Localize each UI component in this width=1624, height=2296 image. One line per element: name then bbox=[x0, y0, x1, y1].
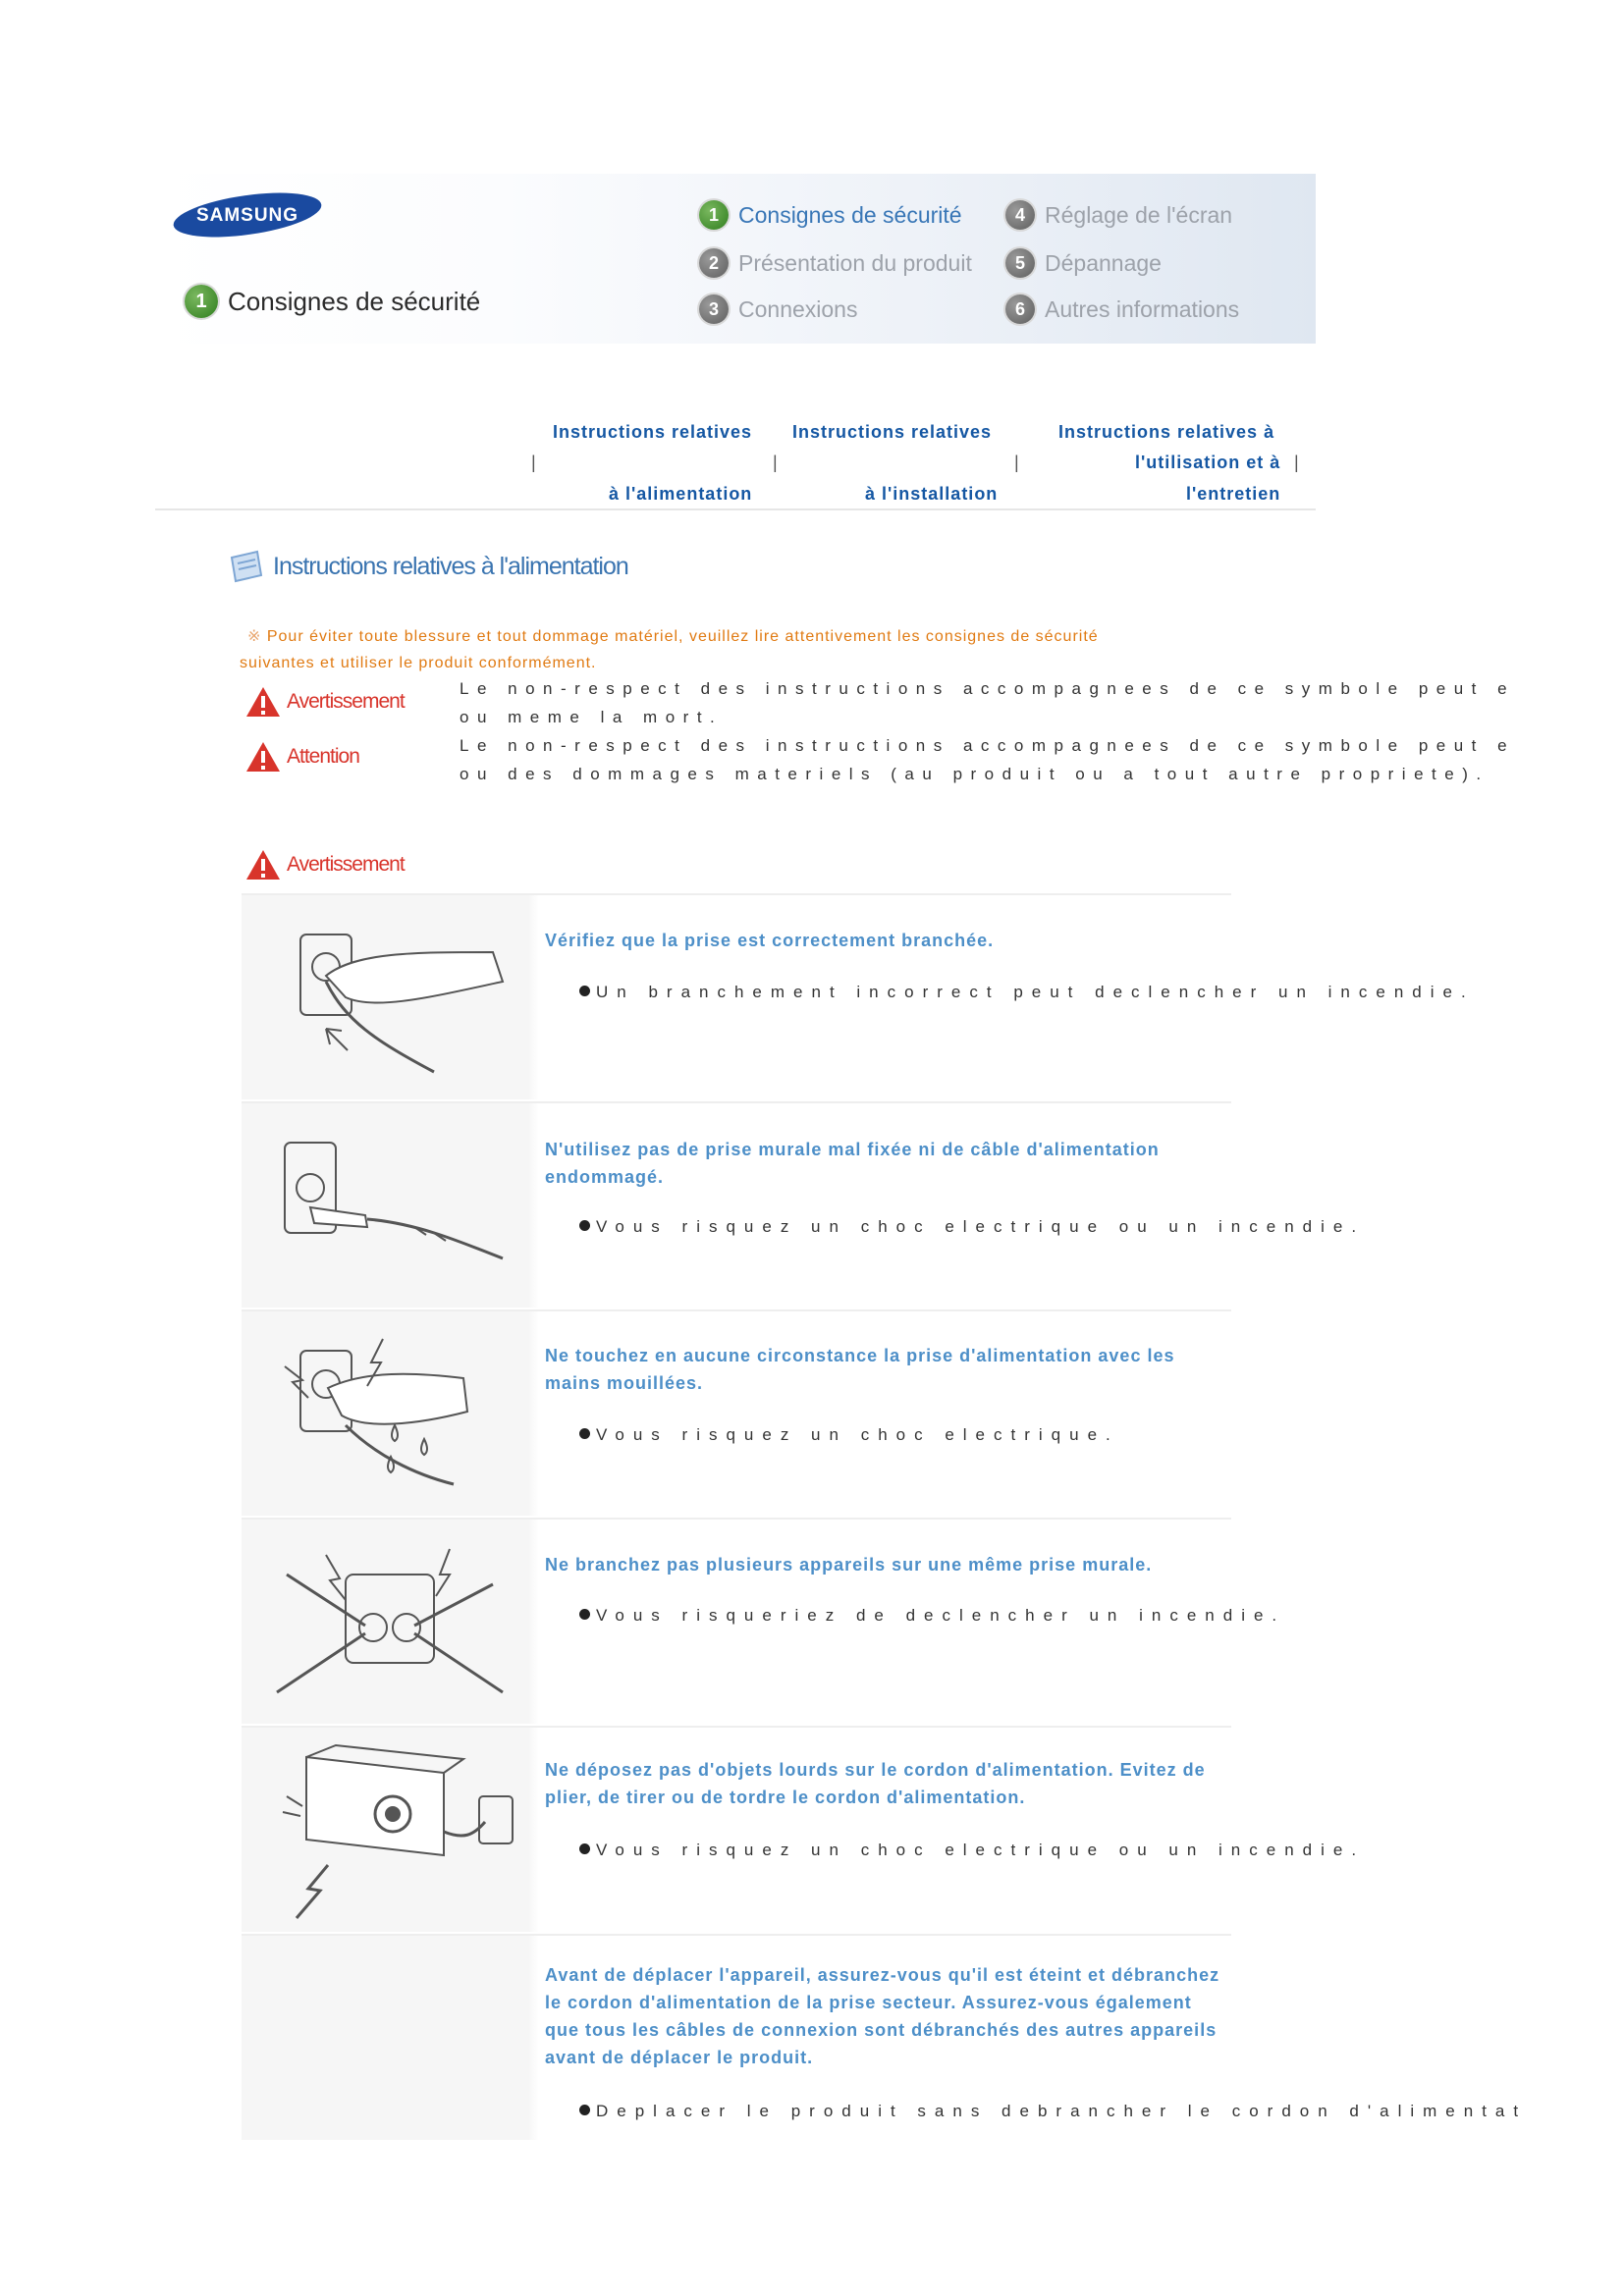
item-bullet: Vous risqueriez de declencher un incendie. bbox=[579, 1606, 1285, 1626]
intro-line2: suivantes et utiliser le produit conformément. bbox=[240, 655, 597, 671]
menu-item-presentation[interactable]: 2 Présentation du produit bbox=[699, 248, 972, 278]
bullet-icon bbox=[579, 1220, 590, 1231]
menu-number-icon: 3 bbox=[699, 294, 729, 324]
loose-socket-illustration bbox=[257, 1121, 522, 1288]
menu-item-consignes[interactable]: 1 Consignes de sécurité bbox=[699, 200, 962, 230]
tab-separator: | bbox=[1014, 453, 1019, 472]
bullet-icon bbox=[579, 1428, 590, 1439]
menu-item-depannage[interactable]: 5 Dépannage bbox=[1005, 248, 1162, 278]
warning-triangle-icon bbox=[245, 848, 281, 881]
item-bullet: Un branchement incorrect peut declencher un incendie. bbox=[579, 983, 1475, 1002]
legend-caution: Attention bbox=[245, 740, 359, 774]
section-title bbox=[228, 550, 628, 583]
legend-caution-text-2: ou des dommages materiels (au produit ou a tout autre propriete). bbox=[460, 765, 1489, 783]
item-title: Ne branchez pas plusieurs appareils sur une même prise murale. bbox=[545, 1555, 1153, 1575]
caution-triangle-icon bbox=[245, 740, 281, 774]
bullet-icon bbox=[579, 1609, 590, 1620]
item-bullet: Vous risquez un choc electrique ou un incendie. bbox=[579, 1217, 1365, 1237]
item-bullet: Deplacer le produit sans debrancher le cordon d'alimentat bbox=[579, 2102, 1527, 2121]
tab-alimentation-line1[interactable]: Instructions relatives bbox=[553, 422, 753, 442]
section-title-text: Instructions relatives à l'alimentation bbox=[273, 552, 628, 580]
legend-warning: Avertissement bbox=[245, 685, 405, 719]
menu-number-icon: 4 bbox=[1005, 200, 1035, 230]
page-title-text: Consignes de sécurité bbox=[228, 286, 481, 316]
note-icon bbox=[228, 550, 265, 583]
item-title: Ne déposez pas d'objets lourds sur le cordon d'alimentation. Evitez de plier, de tirer ou de tordre le cordon d'alimentation. bbox=[545, 1760, 1206, 1807]
bullet-icon bbox=[579, 986, 590, 996]
menu-number-icon: 2 bbox=[699, 248, 729, 278]
tab-alimentation-line2[interactable]: à l'alimentation bbox=[609, 484, 753, 504]
bullet-icon bbox=[579, 1843, 590, 1854]
tab-utilisation-line1[interactable]: Instructions relatives à bbox=[1058, 422, 1275, 442]
item-title: Ne touchez en aucune circonstance la prise d'alimentation avec les mains mouillées. bbox=[545, 1346, 1175, 1393]
tab-separator: | bbox=[773, 453, 778, 472]
menu-item-connexions[interactable]: 3 Connexions bbox=[699, 294, 857, 324]
item-bullet: Vous risquez un choc electrique ou un incendie. bbox=[579, 1841, 1365, 1860]
item-bullet: Vous risquez un choc electrique. bbox=[579, 1425, 1119, 1445]
menu-item-autres[interactable]: 6 Autres informations bbox=[1005, 294, 1239, 324]
multiple-plugs-illustration bbox=[257, 1535, 522, 1702]
tab-installation-line2[interactable]: à l'installation bbox=[865, 484, 999, 504]
item-title: Vérifiez que la prise est correctement branchée. bbox=[545, 931, 995, 950]
item-title: N'utilisez pas de prise murale mal fixée ni de câble d'alimentation endommagé. bbox=[545, 1140, 1160, 1187]
menu-number-icon: 5 bbox=[1005, 248, 1035, 278]
title-number-icon: 1 bbox=[185, 285, 218, 318]
samsung-logo[interactable] bbox=[172, 188, 323, 238]
heavy-object-illustration bbox=[257, 1737, 522, 1924]
legend-caution-text-1: Le non-respect des instructions accompagnees de ce symbole peut e bbox=[460, 736, 1516, 755]
plug-insert-illustration bbox=[257, 913, 522, 1080]
tab-separator: | bbox=[531, 453, 536, 472]
legend-warning-text-1: Le non-respect des instructions accompagnees de ce symbole peut e bbox=[460, 679, 1516, 698]
item-title: Avant de déplacer l'appareil, assurez-vous qu'il est éteint et débranchez le cordon d'alimentation de la prise secteur. Assurez-vous également que tous les câbles de connexion sont débranchés des autres appareils avant de déplacer le produit. bbox=[545, 1965, 1220, 2067]
warning-heading: Avertissement bbox=[245, 848, 405, 881]
menu-item-reglage[interactable]: 4 Réglage de l'écran bbox=[1005, 200, 1232, 230]
note-mark-icon: ※ bbox=[247, 628, 262, 645]
tabs-divider bbox=[155, 508, 1316, 510]
bullet-icon bbox=[579, 2105, 590, 2115]
tab-installation-line1[interactable]: Instructions relatives bbox=[792, 422, 993, 442]
legend-warning-text-2: ou meme la mort. bbox=[460, 708, 724, 726]
page-title bbox=[185, 285, 480, 318]
wet-hands-illustration bbox=[257, 1327, 522, 1494]
menu-number-icon: 1 bbox=[699, 200, 729, 230]
tab-separator: | bbox=[1294, 453, 1299, 472]
intro-line1: ※ Pour éviter toute blessure et tout dommage matériel, veuillez lire attentivement les consignes de sécurité bbox=[247, 628, 1099, 645]
warning-triangle-icon bbox=[245, 685, 281, 719]
menu-number-icon: 6 bbox=[1005, 294, 1035, 324]
tab-utilisation-line3[interactable]: l'entretien bbox=[1186, 484, 1281, 504]
logo-text: SAMSUNG bbox=[195, 205, 299, 226]
tab-utilisation-line2[interactable]: l'utilisation et à bbox=[1135, 453, 1281, 472]
